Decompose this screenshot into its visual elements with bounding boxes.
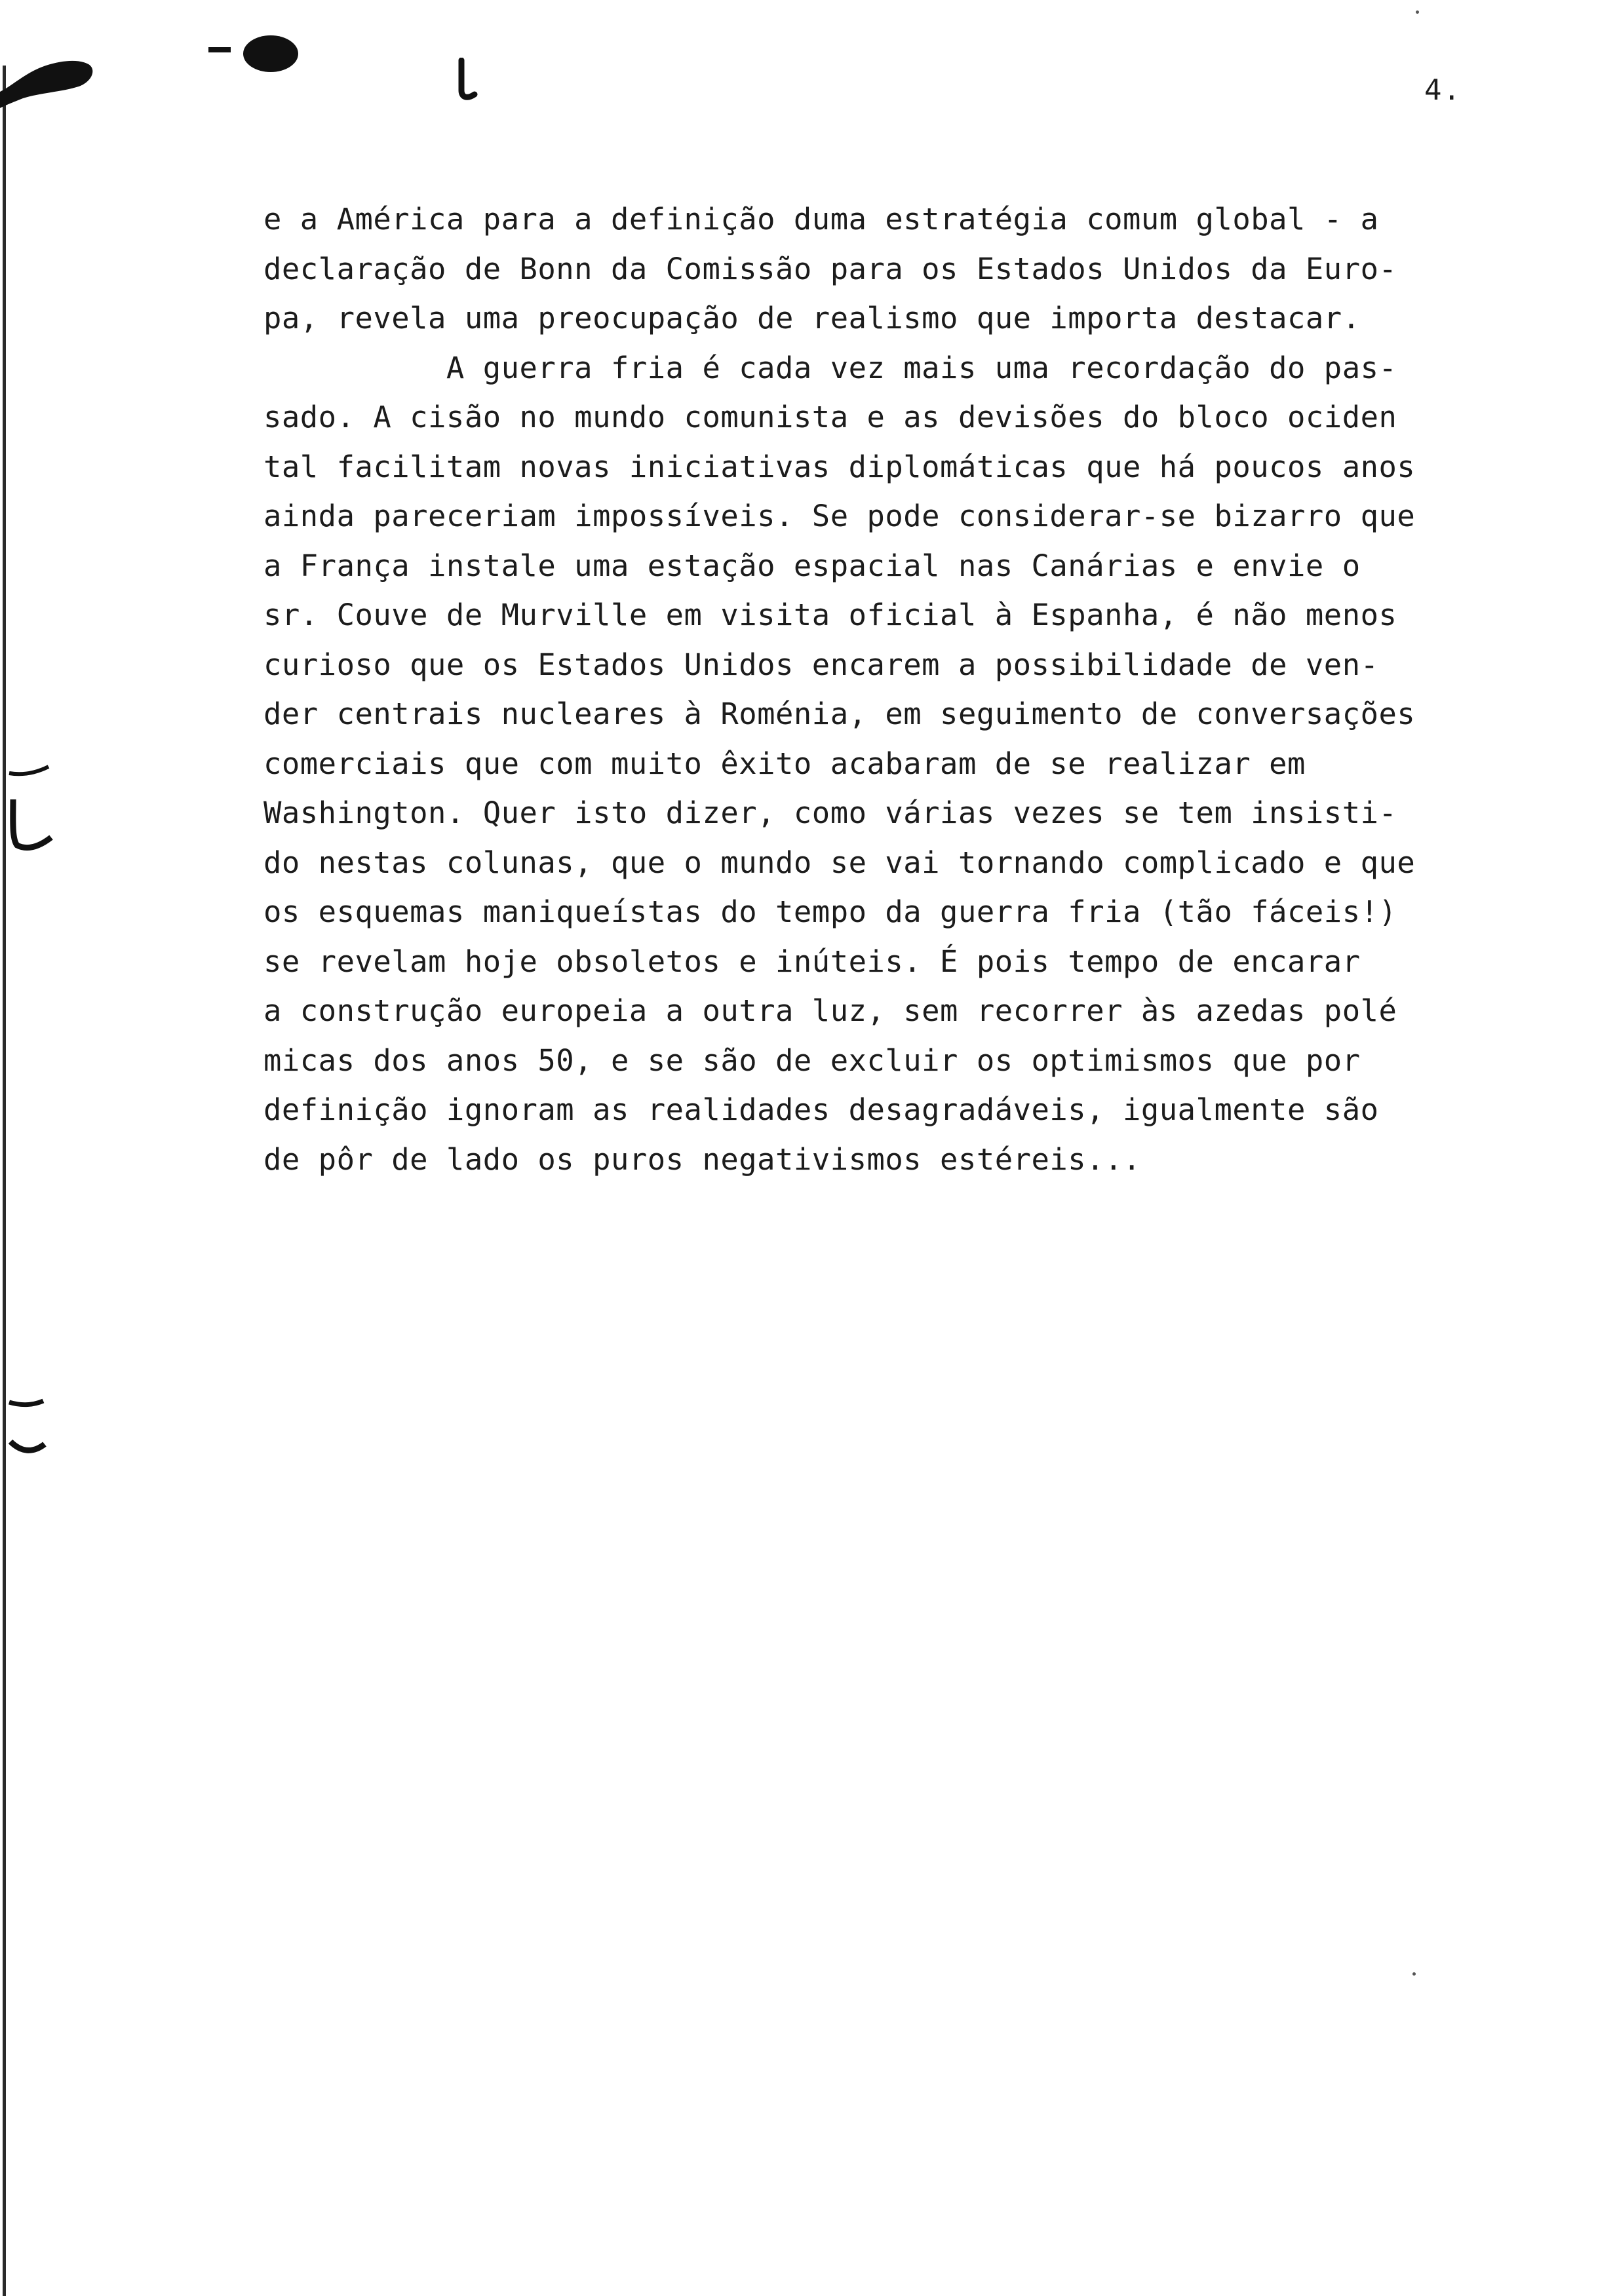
binding-edge	[3, 66, 6, 2296]
text-line: se revelam hoje obsoletos e inúteis. É pois tempo de encarar	[263, 944, 1361, 979]
page-number: 4.	[1424, 73, 1462, 107]
text-line: comerciais que com muito êxito acabaram de se realizar em	[263, 746, 1306, 781]
text-line: A guerra fria é cada vez mais uma recordação do pas-	[263, 350, 1397, 385]
body-text	[263, 195, 1542, 1184]
text-line: a França instale uma estação espacial nas Canárias e envie o	[263, 548, 1361, 583]
text-line: definição ignoram as realidades desagradáveis, igualmente são	[263, 1092, 1379, 1127]
text-line: declaração de Bonn da Comissão para os Estados Unidos da Euro-	[263, 251, 1397, 286]
text-line: sado. A cisão no mundo comunista e as devisões do bloco ociden	[263, 400, 1397, 434]
text-line: tal facilitam novas iniciativas diplomáticas que há poucos anos	[263, 449, 1416, 484]
ink-blot-icon	[208, 33, 307, 79]
text-line: Washington. Quer isto dizer, como várias vezes se tem insisti-	[263, 795, 1397, 830]
text-line: de pôr de lado os puros negativismos estéreis...	[263, 1141, 1141, 1177]
punch-hole-mark-icon	[5, 760, 58, 858]
text-line: curioso que os Estados Unidos encarem a possibilidade de ven-	[263, 647, 1379, 682]
text-line: micas dos anos 50, e se são de excluir os optimismos que por	[263, 1043, 1361, 1078]
text-line: do nestas colunas, que o mundo se vai tornando complicado e que	[263, 845, 1416, 880]
text-line: pa, revela uma preocupação de realismo que importa destacar.	[263, 301, 1361, 335]
text-line: a construção europeia a outra luz, sem recorrer às azedas polé	[263, 993, 1397, 1028]
speck	[1416, 10, 1419, 14]
text-line: ainda pareceriam impossíveis. Se pode considerar-se bizarro que	[263, 499, 1416, 533]
ink-mark-icon	[452, 58, 485, 104]
ink-blot-icon	[0, 46, 98, 111]
text-line: sr. Couve de Murville em visita oficial à Espanha, é não menos	[263, 598, 1397, 632]
text-line: e a América para a definição duma estratégia comum global - a	[263, 202, 1379, 237]
text-line: os esquemas maniqueístas do tempo da guerra fria (tão fáceis!)	[263, 894, 1397, 929]
text-line: der centrais nucleares à Roménia, em seguimento de conversações	[263, 697, 1416, 731]
punch-hole-mark-icon	[5, 1389, 58, 1468]
speck	[1412, 1972, 1416, 1976]
